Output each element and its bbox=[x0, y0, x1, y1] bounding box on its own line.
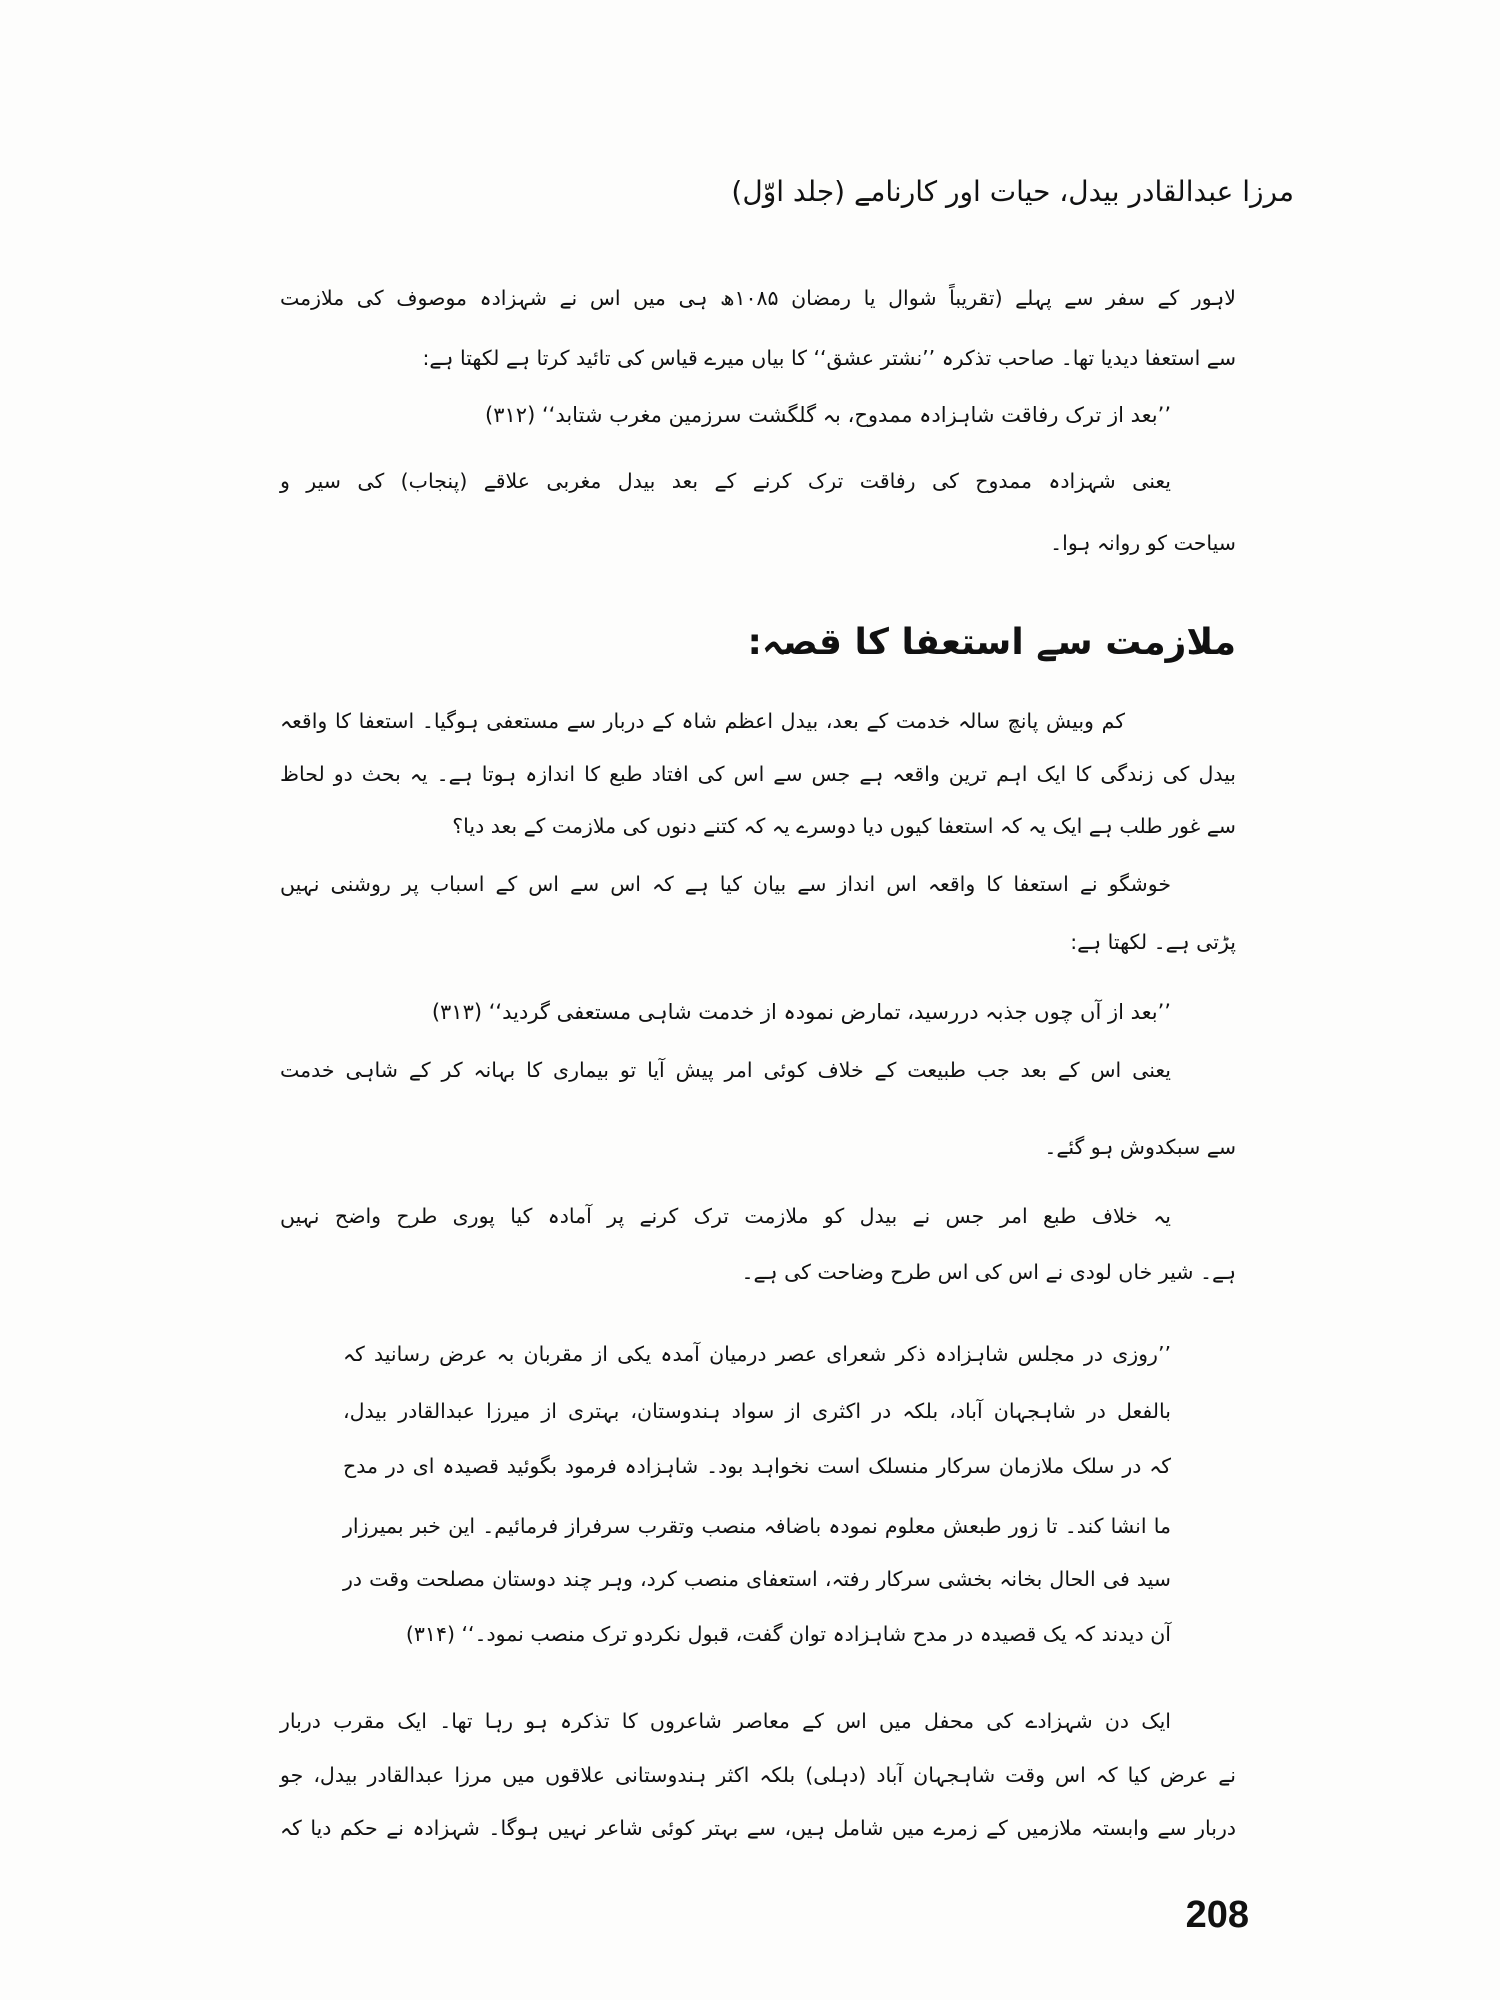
paragraph-line: نے عرض کیا کہ اس وقت شاہجہان آباد (دہلی) بلکہ اکثر ہندوستانی علاقوں میں مرزا عبدالقادر بیدل، جو bbox=[280, 1763, 1236, 1787]
persian-quote-line: آن دیدند کہ یک قصیدہ در مدح شاہزادہ توان گفت، قبول نکردو ترک منصب نمود۔‘‘ (۳۱۴) bbox=[405, 1622, 1171, 1646]
paragraph-line: کم وبیش پانچ سالہ خدمت کے بعد، بیدل اعظم شاہ کے دربار سے مستعفی ہوگیا۔ استعفا کا واقعہ bbox=[280, 709, 1125, 733]
persian-quote-line: ما انشا کند۔ تا زور طبعش معلوم نمودہ باضافہ منصب وتقرب سرفراز فرمائیم۔ این خبر بمیرزار bbox=[343, 1514, 1171, 1538]
paragraph-line: سے سبکدوش ہو گئے۔ bbox=[1044, 1135, 1236, 1159]
block-quote: ’’بعد از ترک رفاقت شاہزادہ ممدوح، بہ گلگشت سرزمین مغرب شتابد‘‘ (۳۱۲) bbox=[485, 403, 1171, 427]
paragraph-line: یعنی شہزادہ ممدوح کی رفاقت ترک کرنے کے بعد بیدل مغربی علاقے (پنجاب) کی سیر و bbox=[280, 469, 1171, 493]
page-number: 208 bbox=[1185, 1894, 1249, 1936]
paragraph-line: سے استعفا دیدیا تھا۔ صاحب تذکرہ ’’نشتر عشق‘‘ کا بیاں میرے قیاس کی تائید کرتا ہے لکھتا ہے: bbox=[422, 346, 1236, 370]
paragraph-line: بیدل کی زندگی کا ایک اہم ترین واقعہ ہے جس سے اس کی افتاد طبع کا اندازہ ہوتا ہے۔ یہ بحث دو لحاظ bbox=[280, 762, 1236, 786]
block-quote: ’’بعد از آں چوں جذبہ دررسید، تمارض نمودہ از خدمت شاہی مستعفی گردید‘‘ (۳۱۳) bbox=[431, 1000, 1171, 1024]
paragraph-line: یہ خلاف طبع امر جس نے بیدل کو ملازمت ترک کرنے پر آمادہ کیا پوری طرح واضح نہیں bbox=[280, 1204, 1171, 1228]
section-heading: ملازمت سے استعفا کا قصہ: bbox=[747, 622, 1236, 663]
paragraph-line: ہے۔ شیر خاں لودی نے اس کی اس طرح وضاحت کی ہے۔ bbox=[741, 1260, 1236, 1284]
paragraph-line: سیاحت کو روانہ ہوا۔ bbox=[1050, 531, 1236, 555]
paragraph-line: پڑتی ہے۔ لکھتا ہے: bbox=[1070, 930, 1236, 954]
paragraph-line: ایک دن شہزادے کی محفل میں اس کے معاصر شاعروں کا تذکرہ ہو رہا تھا۔ ایک مقرب دربار bbox=[280, 1709, 1171, 1733]
running-header: مرزا عبدالقادر بیدل، حیات اور کارنامے (جلد اوّل) bbox=[731, 175, 1294, 208]
persian-quote-line: سید فی الحال بخانہ بخشی سرکار رفتہ، استعفای منصب کرد، وہر چند دوستان مصلحت وقت در bbox=[343, 1567, 1171, 1591]
persian-quote-line: ’’روزی در مجلس شاہزادہ ذکر شعرای عصر درمیان آمدہ یکی از مقربان بہ عرض رسانید کہ bbox=[343, 1342, 1171, 1366]
paragraph-line: دربار سے وابستہ ملازمیں کے زمرے میں شامل ہیں، سے بہتر کوئی شاعر نہیں ہوگا۔ شہزادہ نے حکم دیا کہ bbox=[280, 1816, 1236, 1840]
paragraph-line: یعنی اس کے بعد جب طبیعت کے خلاف کوئی امر پیش آیا تو بیماری کا بہانہ کر کے شاہی خدمت bbox=[280, 1058, 1171, 1082]
paragraph-line: سے غور طلب ہے ایک یہ کہ استعفا کیوں دیا دوسرے یہ کہ کتنے دنوں کی ملازمت کے بعد دیا؟ bbox=[452, 814, 1236, 838]
persian-quote-line: بالفعل در شاہجہان آباد، بلکہ در اکثری از سواد ہندوستان، بہتری از میرزا عبدالقادر بیدل، bbox=[343, 1399, 1171, 1423]
paragraph-line: خوشگو نے استعفا کا واقعہ اس انداز سے بیان کیا ہے کہ اس سے اس کے اسباب پر روشنی نہیں bbox=[280, 872, 1171, 896]
paragraph-line: لاہور کے سفر سے پہلے (تقریباً شوال یا رمضان ۱۰۸۵ھ ہی میں اس نے شہزادہ موصوف کی ملازمت bbox=[280, 286, 1236, 310]
persian-quote-line: کہ در سلک ملازمان سرکار منسلک است نخواہد بود۔ شاہزادہ فرمود بگوئید قصیدہ ای در مدح bbox=[343, 1454, 1171, 1478]
